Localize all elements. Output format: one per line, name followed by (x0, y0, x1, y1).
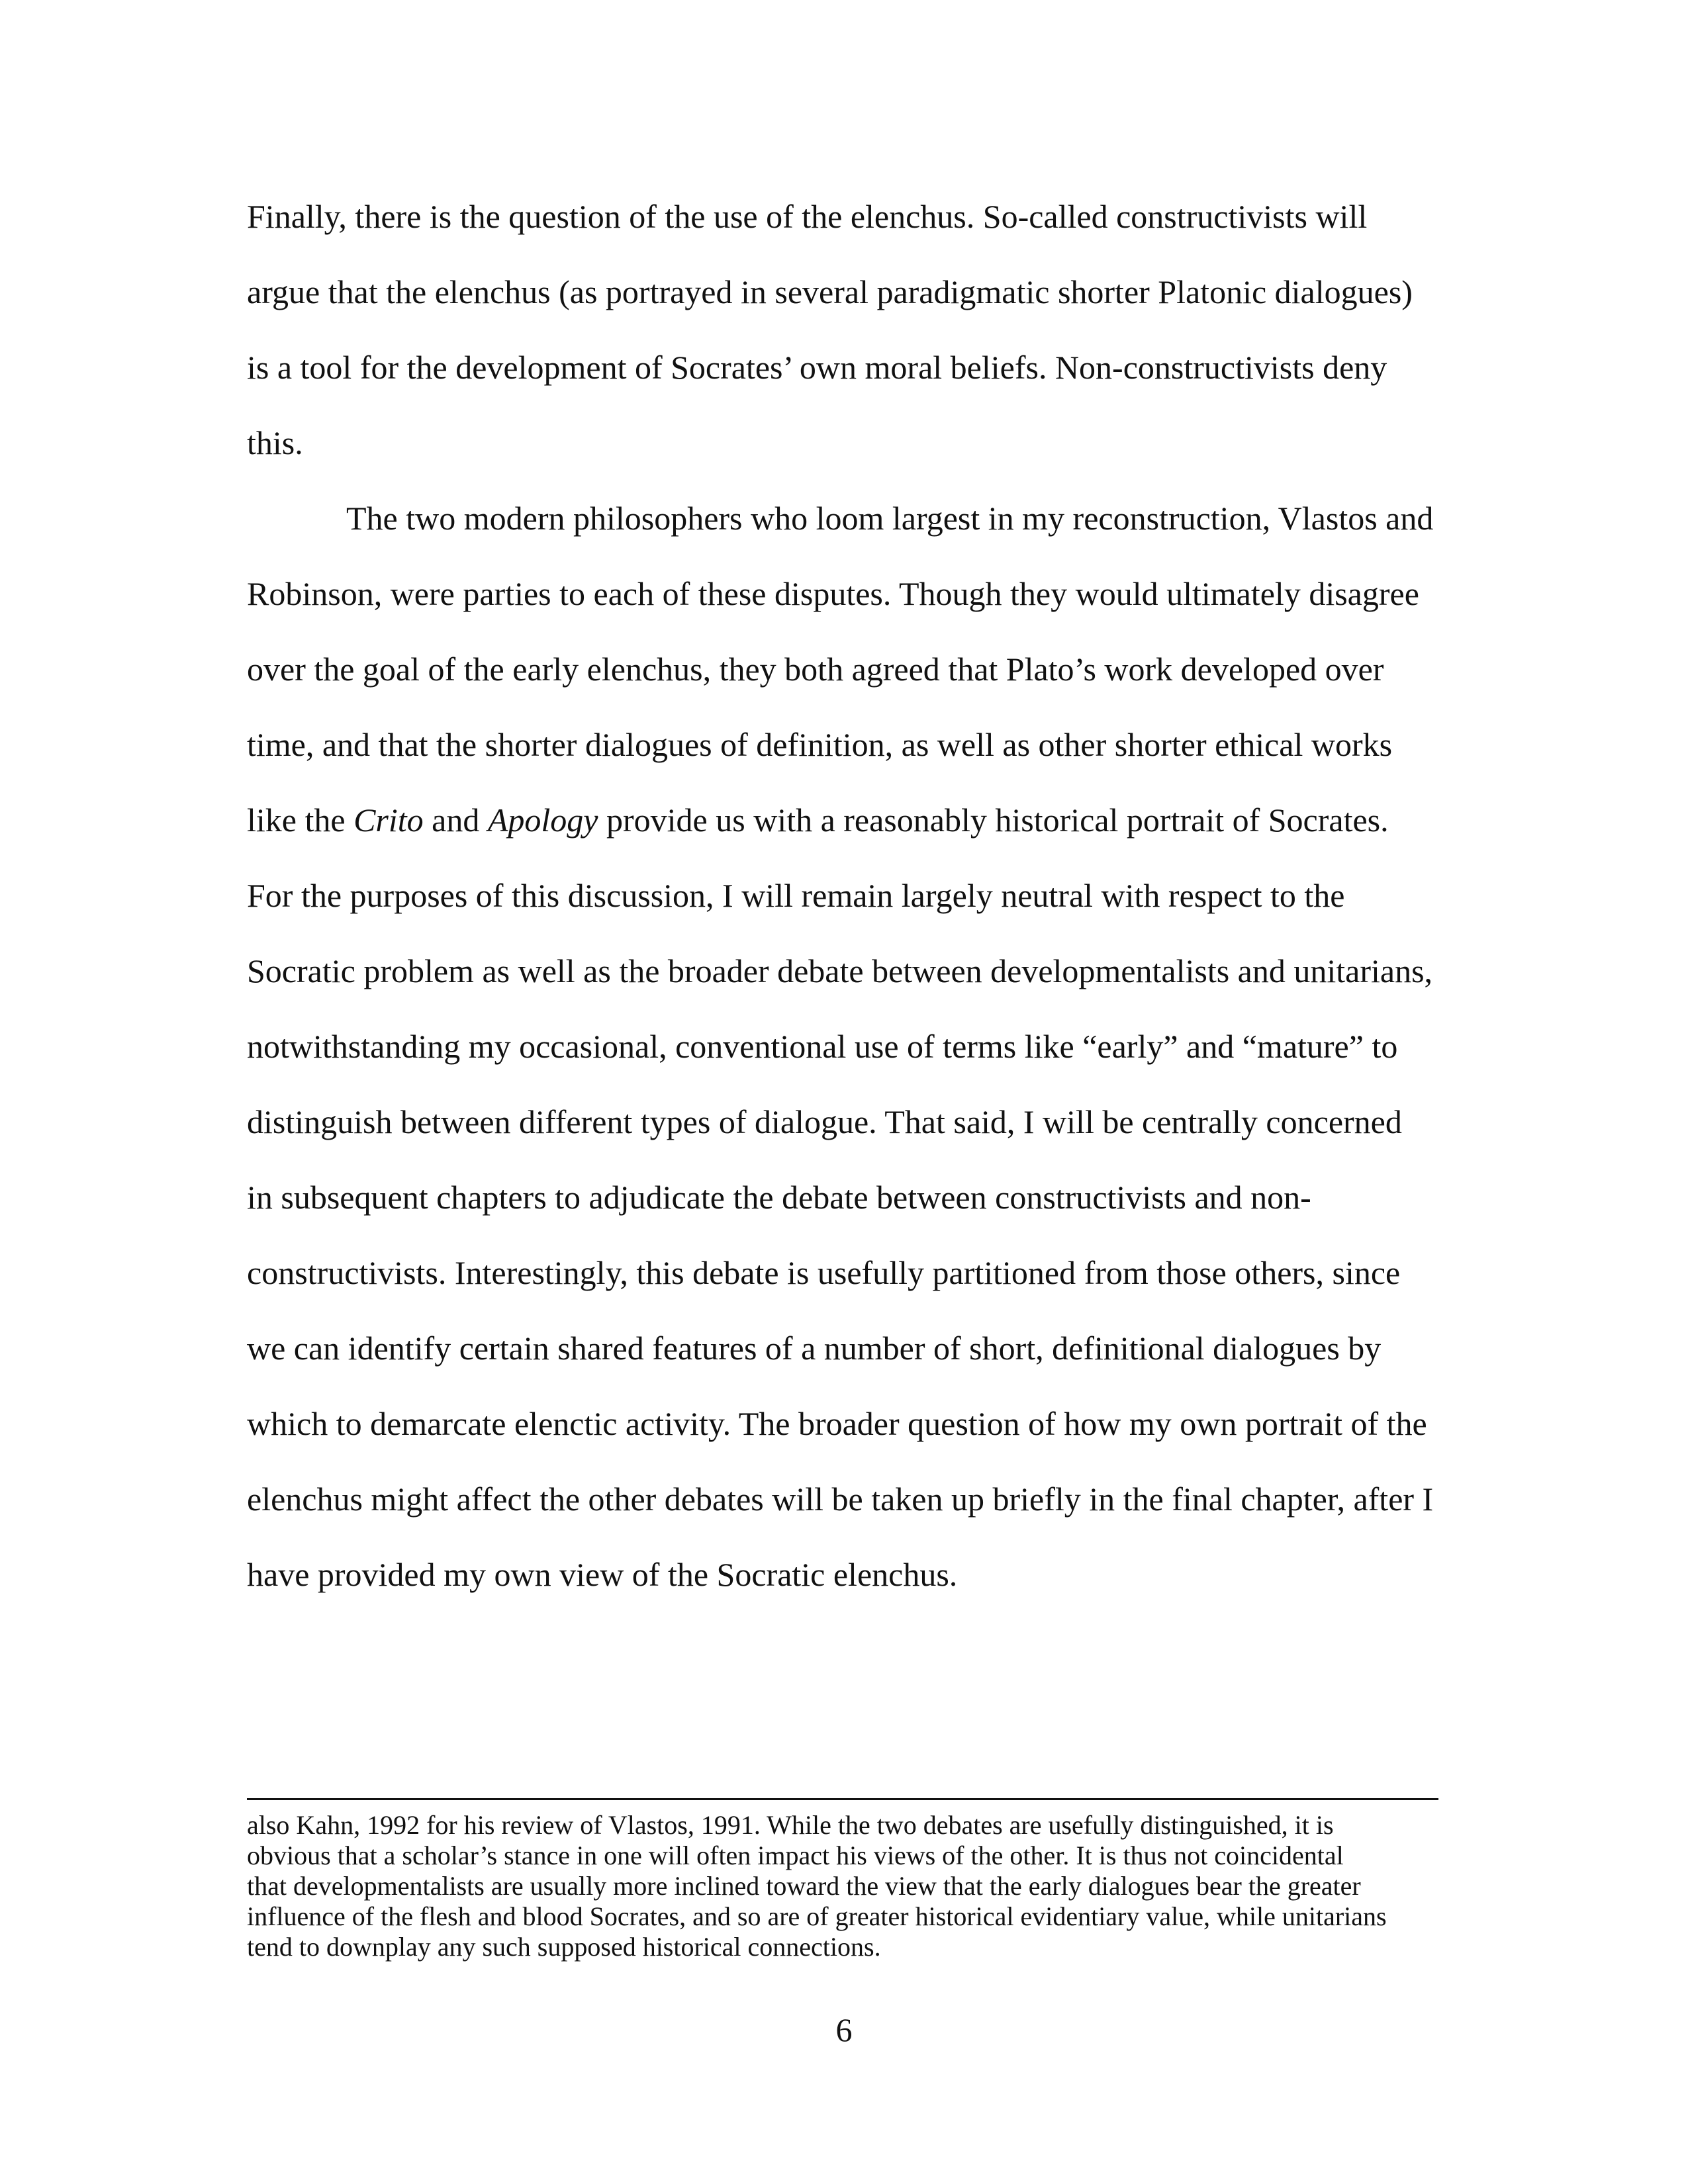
body-line: constructivists. Interestingly, this debate is usefully partitioned from those others, since (247, 1254, 1401, 1291)
body-line: time, and that the shorter dialogues of definition, as well as other shorter ethical works (247, 726, 1393, 763)
body-line: For the purposes of this discussion, I will remain largely neutral with respect to the (247, 877, 1345, 914)
footnote-line: obvious that a scholar’s stance in one will often impact his views of the other. It is thus not coincidental (247, 1841, 1344, 1870)
footnote-separator (247, 1798, 1438, 1800)
body-line: Robinson, were parties to each of these disputes. Though they would ultimately disagree (247, 575, 1419, 612)
footnote-line: also Kahn, 1992 for his review of Vlastos, 1991. While the two debates are usefully distinguished, it is (247, 1810, 1334, 1840)
footnote-line: that developmentalists are usually more inclined toward the view that the early dialogues bear the greater (247, 1871, 1361, 1901)
body-line: elenchus might affect the other debates will be taken up briefly in the final chapter, after I (247, 1480, 1434, 1518)
body-line: over the goal of the early elenchus, they both agreed that Plato’s work developed over (247, 651, 1384, 688)
body-line: The two modern philosophers who loom largest in my reconstruction, Vlastos and (346, 500, 1434, 537)
body-line (247, 800, 1389, 840)
title-crito: Crito (353, 801, 424, 839)
body-line: which to demarcate elenctic activity. The broader question of how my own portrait of the (247, 1405, 1427, 1442)
body-line: this. (247, 424, 303, 461)
body-line: we can identify certain shared features of a number of short, definitional dialogues by (247, 1330, 1382, 1367)
page-number: 6 (835, 2011, 853, 2048)
body-line: in subsequent chapters to adjudicate the debate between constructivists and non- (247, 1179, 1311, 1216)
body-line: is a tool for the development of Socrates’ own moral beliefs. Non-constructivists deny (247, 349, 1387, 386)
text-run: provide us with a reasonably historical portrait of Socrates. (598, 801, 1389, 839)
footnote-line: influence of the flesh and blood Socrates, and so are of greater historical evidentiary value, while unitarians (247, 1901, 1387, 1931)
text-run: and (423, 801, 488, 839)
body-line: have provided my own view of the Socratic elenchus. (247, 1556, 958, 1593)
body-line: argue that the elenchus (as portrayed in several paradigmatic shorter Platonic dialogues) (247, 273, 1413, 310)
body-line: Socratic problem as well as the broader debate between developmentalists and unitarians, (247, 952, 1433, 989)
title-apology: Apology (487, 801, 598, 839)
footnote-line: tend to downplay any such supposed historical connections. (247, 1932, 881, 1962)
text-run: like the (247, 801, 354, 839)
body-line: distinguish between different types of dialogue. That said, I will be centrally concerned (247, 1103, 1402, 1140)
body-line: notwithstanding my occasional, conventional use of terms like “early” and “mature” to (247, 1028, 1398, 1065)
body-line: Finally, there is the question of the use of the elenchus. So-called constructivists will (247, 198, 1368, 235)
